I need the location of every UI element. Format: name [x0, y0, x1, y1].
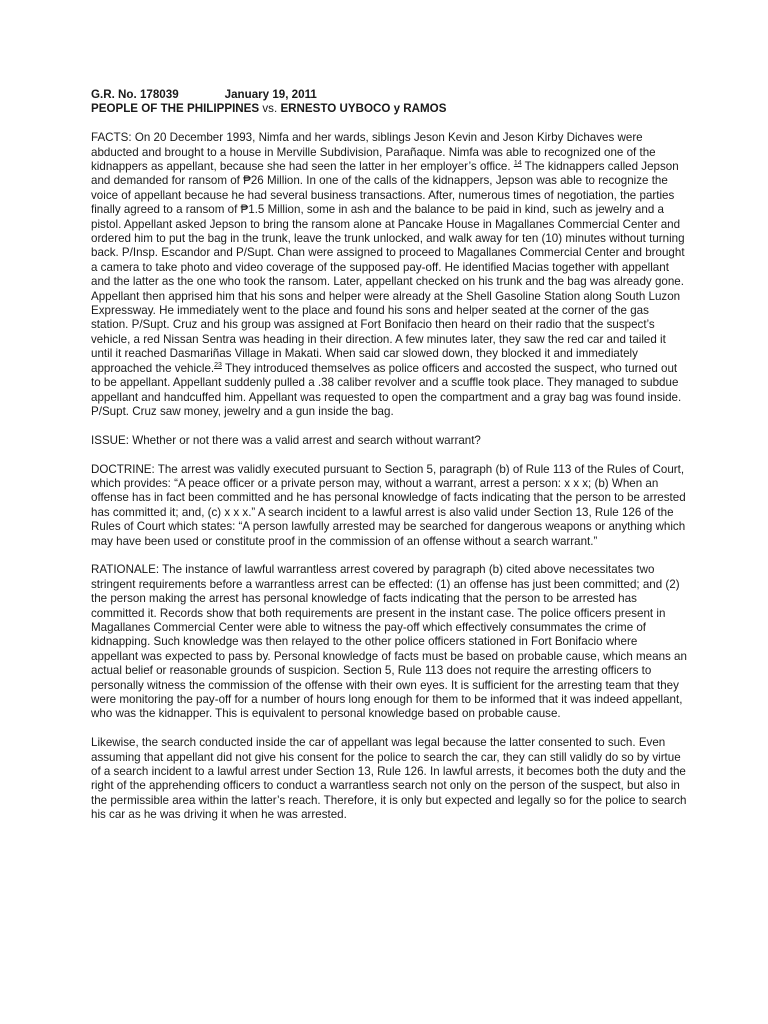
case-number-line [91, 88, 687, 102]
facts-text-part1: On 20 December 1993, Nimfa and her wards, siblings Jeson Kevin and Jeson Kirby Dichaves were abducted and brought to a house in Merville Subdivision, Parañaque. Nimfa was able to recognized one of the kidnappers as appellant, because she had seen the latter in her employer’s office. [91, 131, 656, 174]
facts-label: FACTS: [91, 131, 132, 145]
doctrine-label: DOCTRINE: [91, 462, 155, 476]
rationale-paragraph [91, 563, 687, 721]
party-appellant: ERNESTO UYBOCO y RAMOS [280, 102, 447, 116]
document-page [91, 88, 687, 823]
facts-text-part3: They introduced themselves as police officers and accosted the suspect, who turned out to be appellant. Appellant suddenly pulled a .38 caliber revolver and a scuffle took place. They managed to subdue appellant and handcuffed him. Appellant was requested to open the compartment and a gray bag was found inside. P/Supt. Cruz saw money, jewelry and a gun inside the bag. [91, 361, 682, 418]
footnote-ref-14: 14 [513, 160, 522, 168]
rationale-text: The instance of lawful warrantless arrest covered by paragraph (b) cited above necessitates two stringent requirements before a warrantless arrest can be effected: (1) an offense has just been committed; and (2) the person making the arrest has personal knowledge of facts indicating that the person to be arrested has committed it. Records show that both requirements are present in the instant case. The police officers present in Magallanes Commercial Center were able to witness the pay-off which effectively consummates the crime of kidnapping. Such knowledge was then relayed to the other police officers stationed in Fort Bonifacio where appellant was expected to pass by. Personal knowledge of facts must be based on probable cause, which means an actual belief or reasonable grounds of suspicion. Section 5, Rule 113 does not require the arresting officers to personally witness the commission of the offense with their own eyes. It is sufficient for the arresting team that they were monitoring the pay-off for a number of hours long enough for them to be informed that it was indeed appellant, who was the kidnapper. This is equivalent to personal knowledge based on probable cause. [91, 563, 687, 721]
case-date: January 19, 2011 [224, 88, 317, 101]
issue-paragraph [91, 434, 687, 448]
facts-text-part2: The kidnappers called Jepson and demanded for ransom of ₱26 Million. In one of the calls of the kidnappers, Jepson was able to recognize the voice of appellant because he had several business transactions. After, numerous times of negotiation, the parties finally agreed to a ransom of ₱1.5 Million, some in ash and the balance to be paid in kind, such as jewelry and a pistol. Appellant asked Jepson to bring the ransom alone at Pancake House in Magallanes Commercial Center and ordered him to put the bag in the trunk, leave the trunk unlocked, and walk away for ten (10) minutes without turning back. P/Insp. Escandor and P/Supt. Chan were assigned to proceed to Magallanes Commercial Center and brought a camera to take photo and video coverage of the supposed pay-off. He identified Macias together with appellant and the latter as the one who took the ransom. Later, appellant checked on his trunk and the bag was already gone. Appellant then apprised him that his sons and helper were already at the Shell Gasoline Station along South Luzon Expressway. He immediately went to the place and found his sons and helper seated at the corner of the gas station. P/Supt. Cruz and his group was assigned at Fort Bonifacio then heard on their radio that the suspect’s vehicle, a red Nissan Sentra was heading in their direction. A few minutes later, they saw the red car and tailed it until it reached Dasmariñas Village in Makati. When said car slowed down, they blocked it and immediately approached the vehicle. [91, 160, 685, 375]
issue-label: ISSUE: [91, 433, 130, 447]
case-title [91, 102, 687, 116]
doctrine-text: The arrest was validly executed pursuant to Section 5, paragraph (b) of Rule 113 of the Rules of Court, which provides: “A peace officer or a private person may, without a warrant, arrest a person: x x x; (b) When an offense has in fact been committed and he has personal knowledge of facts indicating that the person to be arrested has committed it; and, (c) x x x.” A search incident to a lawful arrest is also valid under Section 13, Rule 126 of the Rules of Court which states: “A person lawfully arrested may be searched for dangerous weapons or anything which may have been used or constitute proof in the commission of an offense without a search warrant.” [91, 462, 686, 548]
issue-text: Whether or not there was a valid arrest and search without warrant? [132, 433, 481, 447]
rationale-label: RATIONALE: [91, 563, 160, 577]
likewise-text: Likewise, the search conducted inside the car of appellant was legal because the latter consented to such. Even assuming that appellant did not give his consent for the police to search the car, they can still validly do so by virtue of a search incident to a lawful arrest under Section 13, Rule 126. In lawful arrests, it becomes both the duty and the right of the apprehending officers to conduct a warrantless search not only on the person of the suspect, but also in the permissible area within the latter’s reach. Therefore, it is only but expected and legally so for the police to search his car as he was driving it when he was arrested. [91, 736, 687, 822]
likewise-paragraph [91, 736, 687, 822]
gr-number: G.R. No. 178039 [91, 88, 179, 101]
footnote-ref-23: 23 [214, 361, 222, 369]
doctrine-paragraph [91, 463, 687, 549]
versus-text: vs. [262, 102, 278, 116]
party-plaintiff: PEOPLE OF THE PHILIPPINES [91, 102, 260, 116]
facts-paragraph [91, 131, 687, 419]
